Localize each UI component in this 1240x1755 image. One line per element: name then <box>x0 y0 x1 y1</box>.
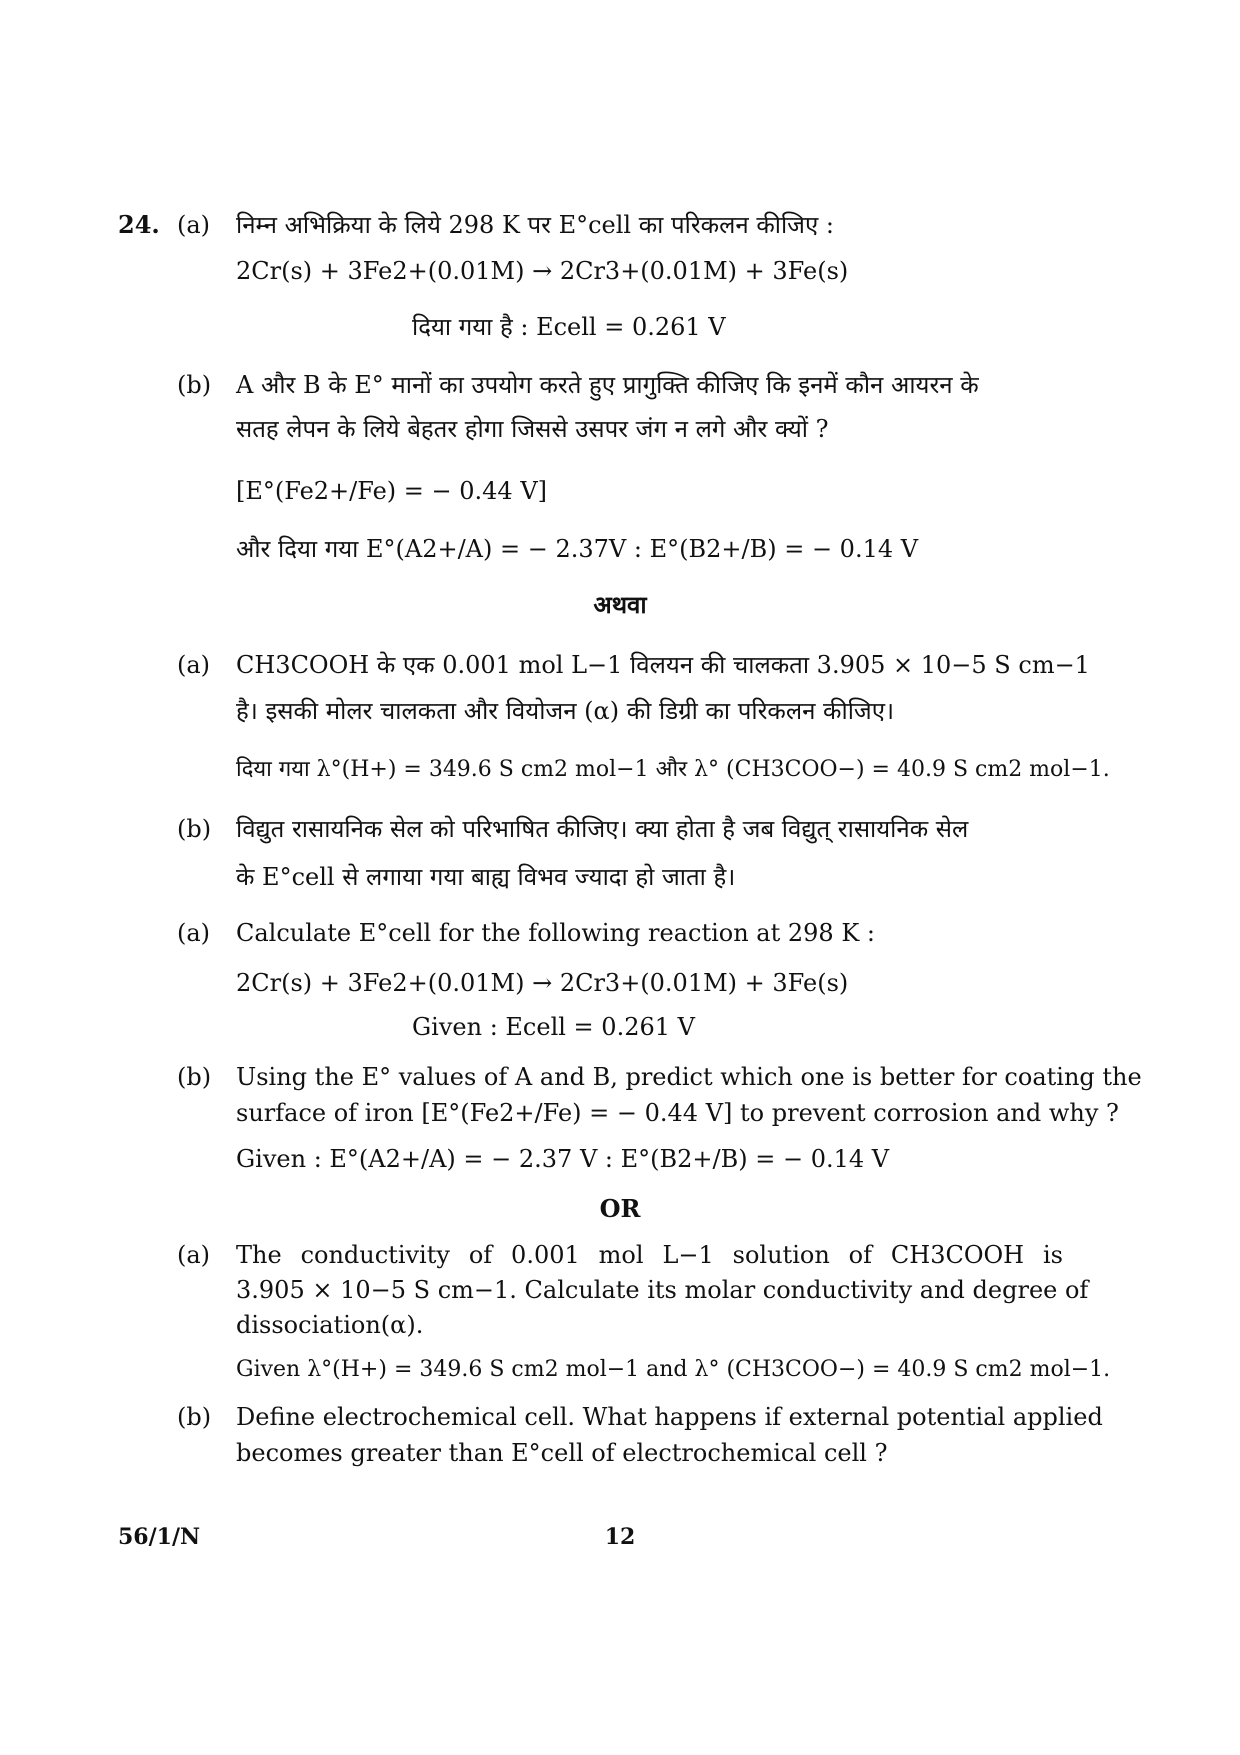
hindi-or-divider: अथवा <box>593 590 647 619</box>
english-a2-line3: dissociation(α). <box>236 1311 424 1339</box>
hindi-b1-fe-potential: [E°(Fe2+/Fe) = − 0.44 V] <box>236 477 548 505</box>
hindi-a2-line1: CH3COOH के एक 0.001 mol L−1 विलयन की चालकता 3.905 × 10−5 S cm−1 <box>236 651 1090 679</box>
hindi-a1-label: (a) <box>177 211 211 239</box>
english-b1-given: Given : E°(A2+/A) = − 2.37 V : E°(B2+/B) = − 0.14 V <box>236 1145 890 1173</box>
english-a2-label: (a) <box>177 1241 211 1269</box>
hindi-b1-label: (b) <box>177 371 212 399</box>
hindi-a2-line2: है। इसकी मोलर चालकता और वियोजन (α) की डिग्री का परिकलन कीजिए। <box>236 697 895 725</box>
english-b2-label: (b) <box>177 1403 212 1431</box>
hindi-b2-label: (b) <box>177 815 212 843</box>
english-a1-line1: Calculate E°cell for the following reaction at 298 K : <box>236 919 875 947</box>
english-b1-label: (b) <box>177 1063 212 1091</box>
english-a1-reaction: 2Cr(s) + 3Fe2+(0.01M) → 2Cr3+(0.01M) + 3Fe(s) <box>236 969 849 997</box>
english-b2-line2: becomes greater than E°cell of electrochemical cell ? <box>236 1439 888 1467</box>
hindi-a1-given: दिया गया है : Ecell = 0.261 V <box>412 313 726 341</box>
english-a1-label: (a) <box>177 919 211 947</box>
english-a2-given: Given λ°(H+) = 349.6 S cm2 mol−1 and λ° (CH3COO−) = 40.9 S cm2 mol−1. <box>236 1357 1111 1382</box>
page-number: 12 <box>604 1524 636 1550</box>
hindi-b1-line2: सतह लेपन के लिये बेहतर होगा जिससे उसपर जंग न लगे और क्यों ? <box>236 415 829 443</box>
english-b1-line1: Using the E° values of A and B, predict which one is better for coating the <box>236 1063 1142 1091</box>
english-b1-line2: surface of iron [E°(Fe2+/Fe) = − 0.44 V] to prevent corrosion and why ? <box>236 1099 1119 1127</box>
english-or-divider: OR <box>599 1194 641 1223</box>
question-number: 24. <box>118 210 160 239</box>
hindi-a2-given: दिया गया λ°(H+) = 349.6 S cm2 mol−1 और λ° (CH3COO−) = 40.9 S cm2 mol−1. <box>236 757 1110 782</box>
hindi-a1-reaction: 2Cr(s) + 3Fe2+(0.01M) → 2Cr3+(0.01M) + 3Fe(s) <box>236 257 849 285</box>
paper-code: 56/1/N <box>118 1524 201 1550</box>
hindi-b1-line1: A और B के E° मानों का उपयोग करते हुए प्रागुक्ति कीजिए कि इनमें कौन आयरन के <box>236 371 979 399</box>
hindi-a2-label: (a) <box>177 651 211 679</box>
english-a1-given: Given : Ecell = 0.261 V <box>412 1013 695 1041</box>
hindi-a1-line1: निम्न अभिक्रिया के लिये 298 K पर E°cell का परिकलन कीजिए : <box>236 211 834 239</box>
english-a2-line1: The conductivity of 0.001 mol L−1 solution of CH3COOH is <box>236 1241 1063 1269</box>
english-a2-line2: 3.905 × 10−5 S cm−1. Calculate its molar conductivity and degree of <box>236 1276 1089 1304</box>
hindi-b1-given: और दिया गया E°(A2+/A) = − 2.37V : E°(B2+/B) = − 0.14 V <box>236 535 919 563</box>
english-b2-line1: Define electrochemical cell. What happens if external potential applied <box>236 1403 1103 1431</box>
hindi-b2-line1: विद्युत रासायनिक सेल को परिभाषित कीजिए। क्या होता है जब विद्युत् रासायनिक सेल <box>236 815 969 843</box>
hindi-b2-line2: के E°cell से लगाया गया बाह्य विभव ज्यादा हो जाता है। <box>236 863 736 891</box>
